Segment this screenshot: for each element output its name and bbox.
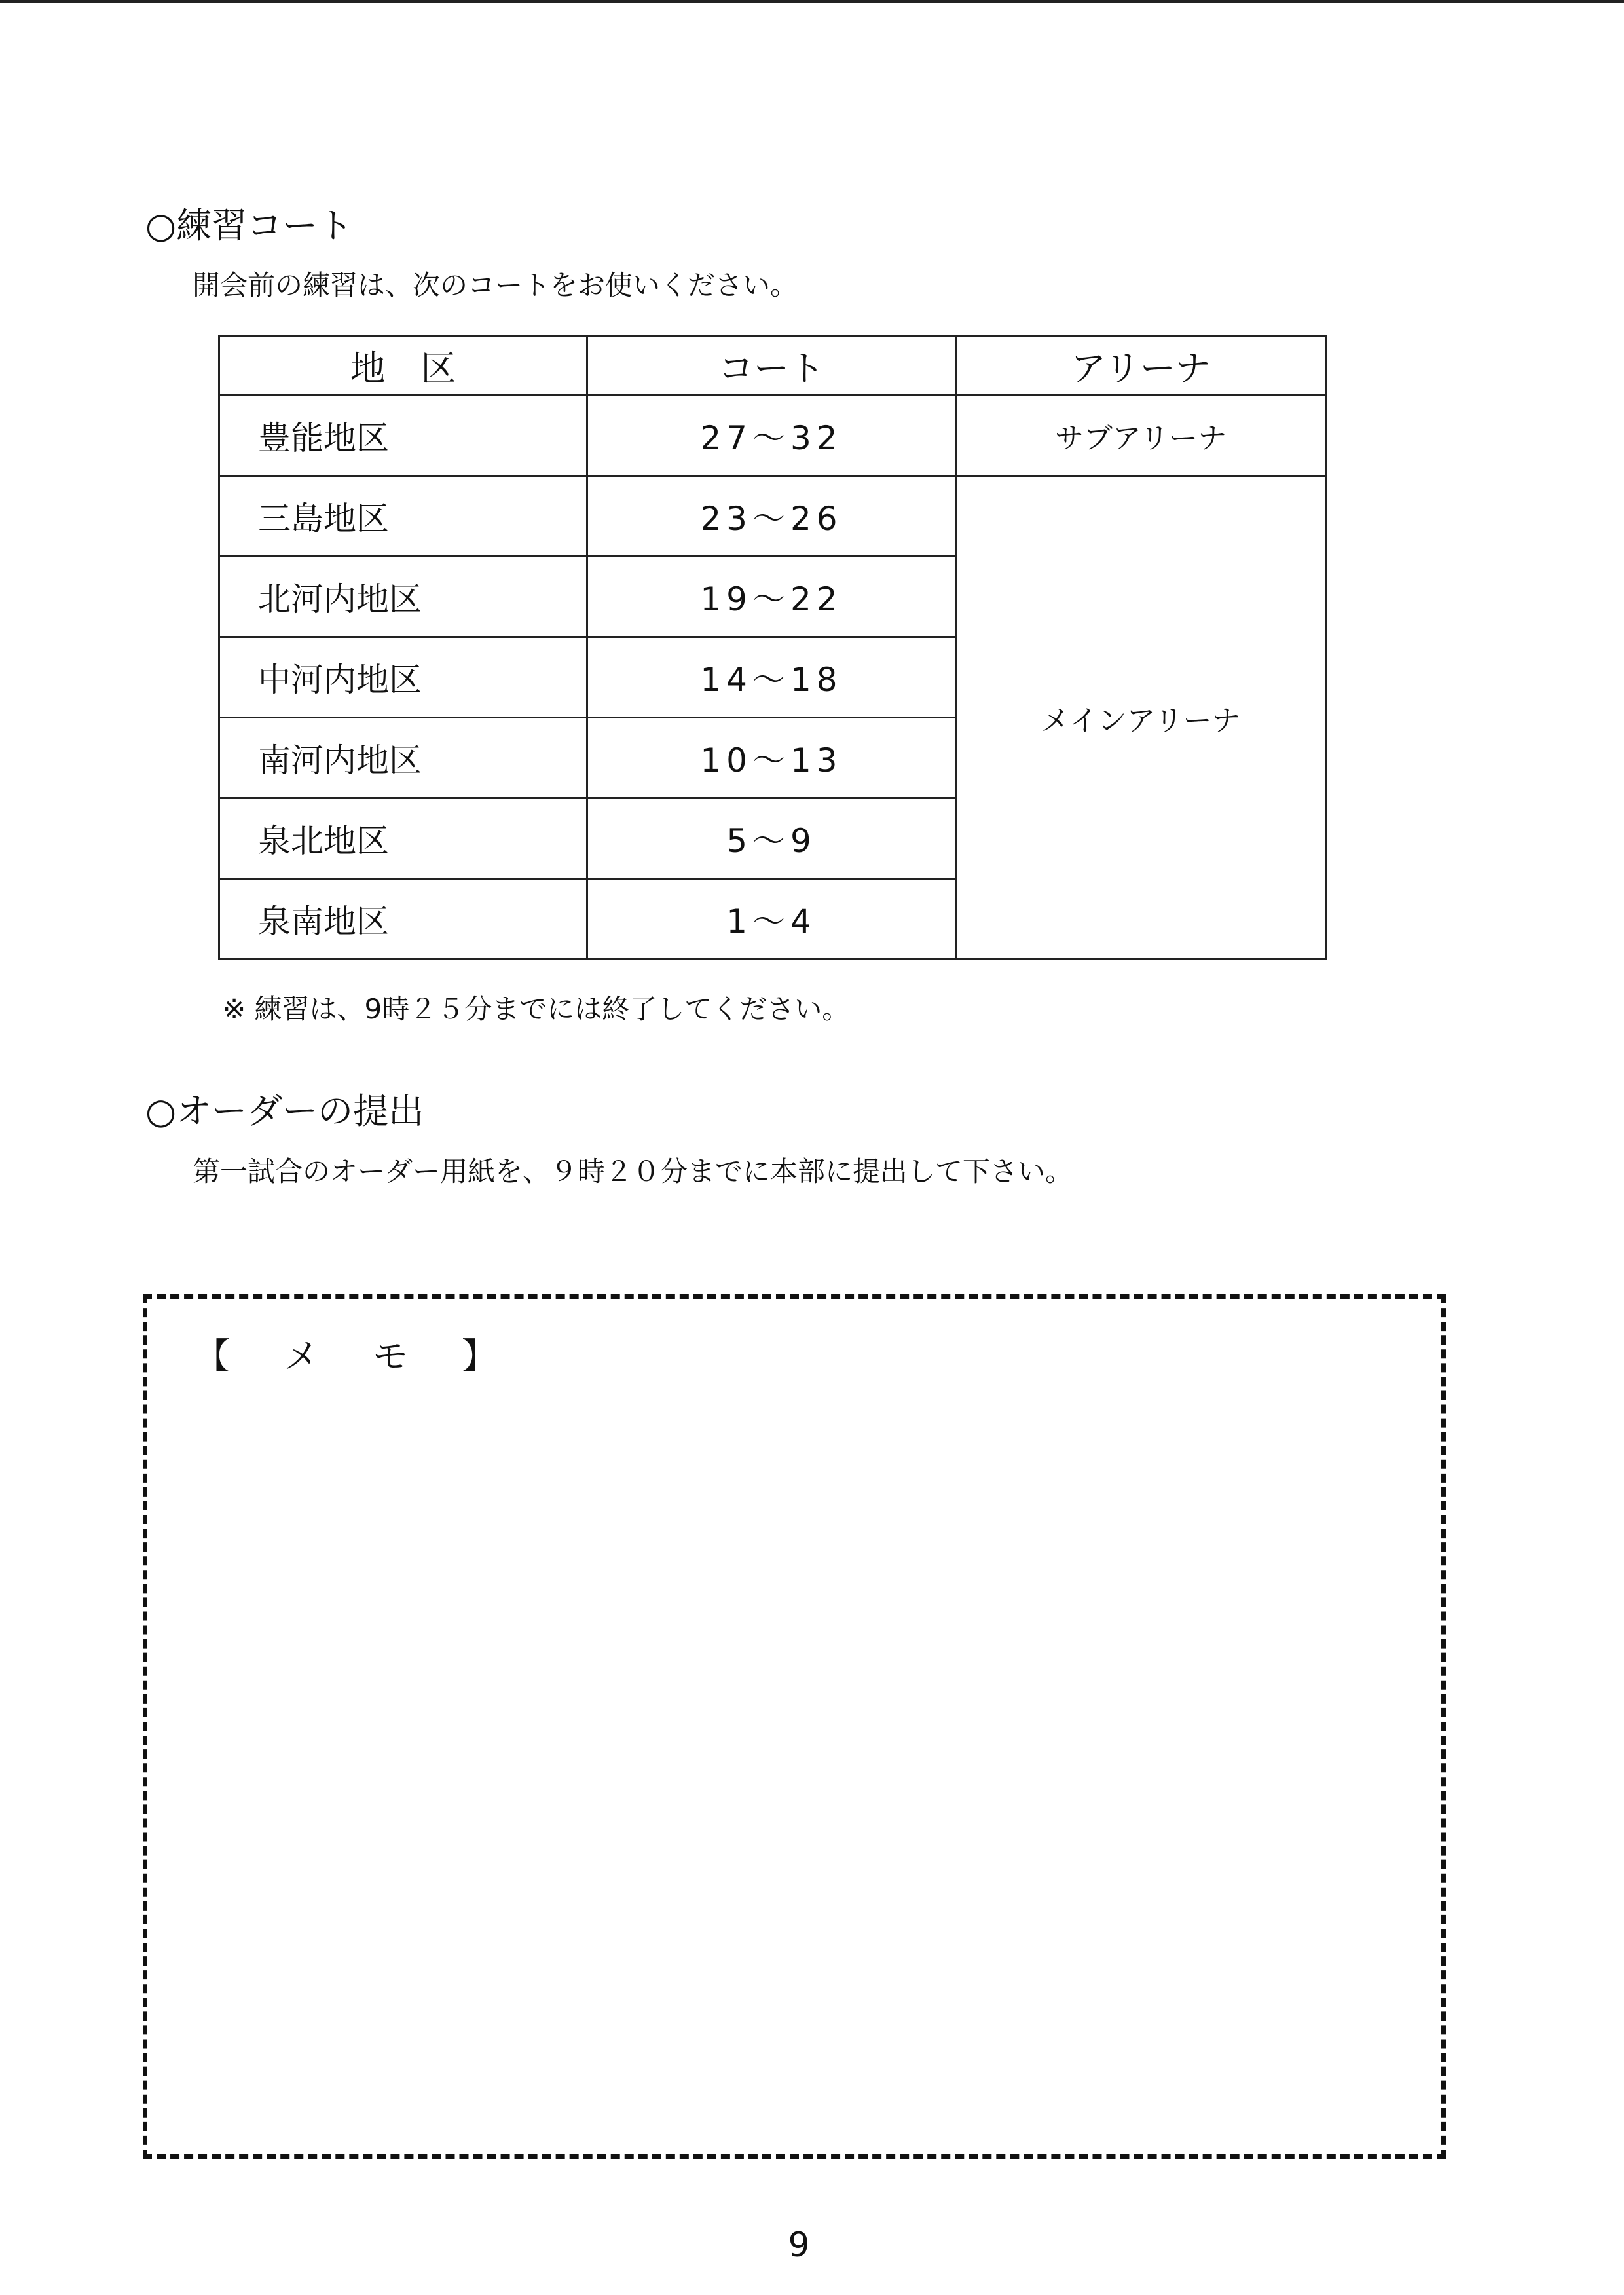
court-cell: 5～9: [587, 798, 956, 879]
arena-cell-main: メインアリーナ: [956, 476, 1326, 960]
header-district: 地 区: [219, 336, 587, 396]
order-submission-heading: ○オーダーの提出: [145, 1091, 424, 1132]
memo-title: 【 メ モ 】: [194, 1335, 506, 1377]
header-court: コート: [587, 336, 956, 396]
court-cell: 23～26: [587, 476, 956, 557]
practice-court-intro: 開会前の練習は、次のコートをお使いください。: [193, 269, 798, 301]
court-cell: 14～18: [587, 637, 956, 718]
district-cell: 泉北地区: [219, 798, 587, 879]
district-cell: 中河内地区: [219, 637, 587, 718]
district-cell: 北河内地区: [219, 557, 587, 637]
practice-end-note: ※ 練習は、9時２５分までには終了してください。: [223, 993, 850, 1025]
court-cell: 27～32: [587, 396, 956, 476]
table-row: [219, 396, 1326, 476]
practice-court-heading: ○練習コート: [145, 205, 354, 246]
court-cell: 1～4: [587, 879, 956, 960]
district-cell: 泉南地区: [219, 879, 587, 960]
district-cell: 三島地区: [219, 476, 587, 557]
page-number: 9: [788, 2226, 810, 2265]
order-submission-text: 第一試合のオーダー用紙を、９時２０分までに本部に提出して下さい。: [193, 1155, 1073, 1187]
court-cell: 19～22: [587, 557, 956, 637]
arena-cell-sub: サブアリーナ: [956, 396, 1326, 476]
table-header-row: [219, 336, 1326, 396]
table-row: [219, 476, 1326, 557]
practice-court-table: [218, 335, 1327, 960]
header-arena: アリーナ: [956, 336, 1326, 396]
memo-box: [143, 1294, 1446, 2159]
court-cell: 10～13: [587, 718, 956, 798]
district-cell: 南河内地区: [219, 718, 587, 798]
district-cell: 豊能地区: [219, 396, 587, 476]
top-edge-line: [0, 0, 1624, 3]
